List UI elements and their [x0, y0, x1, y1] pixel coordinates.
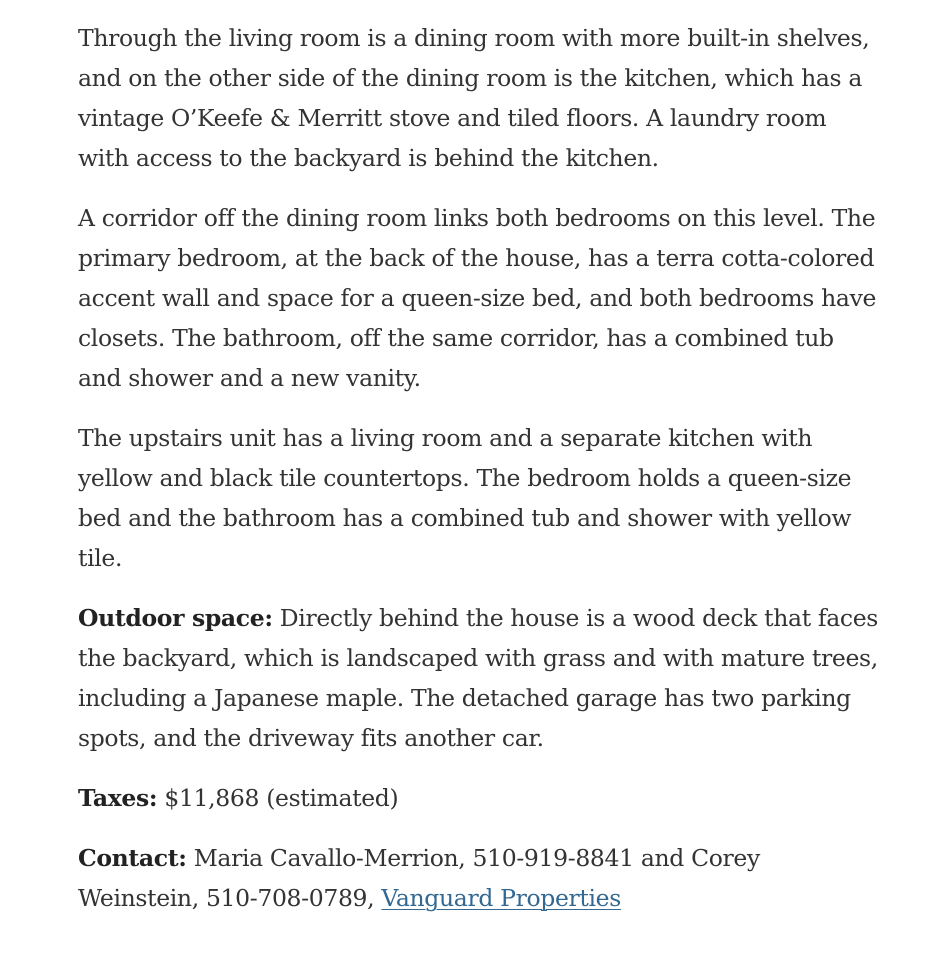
taxes-label: Taxes:: [78, 784, 158, 812]
vanguard-properties-link[interactable]: Vanguard Properties: [381, 884, 621, 912]
paragraph-dining-kitchen: Through the living room is a dining room with more built-in shelves, and on the other side of the dining room is the kitchen, which has a vintage O’Keefe & Merritt stove and tiled floors. A laundry room with access to the backyard is behind the kitchen.: [78, 24, 870, 172]
paragraph-upstairs-unit: The upstairs unit has a living room and a separate kitchen with yellow and black tile countertops. The bedroom holds a queen-size bed and the bathroom has a combined tub and shower with yellow tile.: [78, 424, 852, 572]
outdoor-space-text: Directly behind the house is a wood deck that faces the backyard, which is landscaped with grass and with mature trees, including a Japanese maple. The detached garage has two parking spots, and the driveway fits another car.: [78, 604, 878, 752]
contact-text: Maria Cavallo-Merrion, 510-919-8841 and Corey Weinstein, 510-708-0789,: [78, 844, 760, 912]
paragraph-outdoor-space: [78, 598, 878, 758]
contact-label: Contact:: [78, 844, 187, 872]
taxes-text: $11,868 (estimated): [157, 784, 399, 812]
paragraph-taxes: [78, 778, 878, 818]
article-body: [78, 18, 878, 938]
outdoor-space-label: Outdoor space:: [78, 604, 273, 632]
paragraph-bedrooms: A corridor off the dining room links both bedrooms on this level. The primary bedroom, at the back of the house, has a terra cotta-colored accent wall and space for a queen-size bed, and both bedrooms have closets. The bathroom, off the same corridor, has a combined tub and shower and a new vanity.: [78, 204, 877, 392]
paragraph-contact: [78, 838, 878, 918]
